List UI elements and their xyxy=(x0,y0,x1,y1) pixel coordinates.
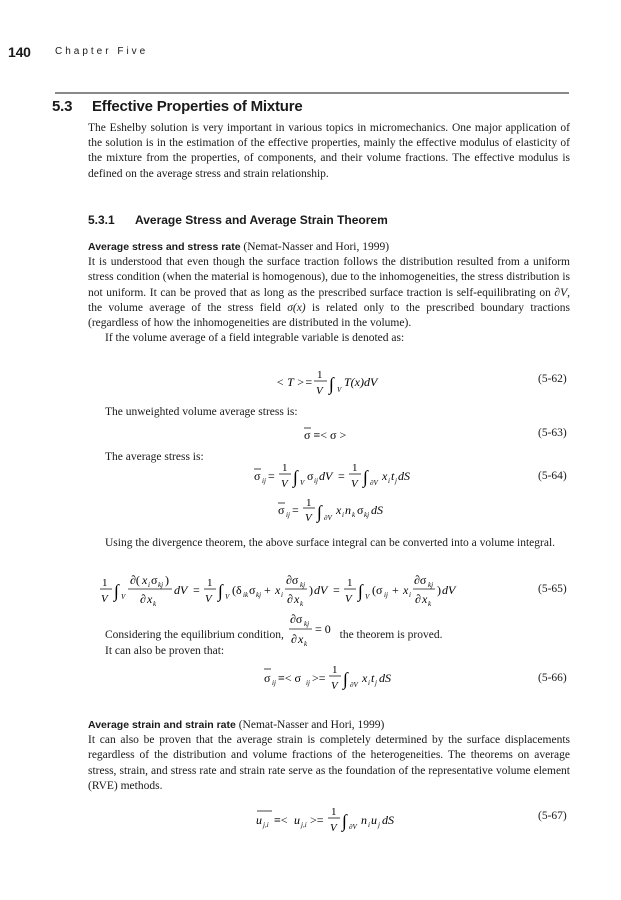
svg-text:u: u xyxy=(294,813,300,827)
equation-5-66 xyxy=(262,660,412,699)
svg-text:k: k xyxy=(352,511,356,519)
svg-text:+: + xyxy=(392,583,399,597)
svg-text:σ ≡< σ >: σ ≡< σ > xyxy=(304,428,347,442)
svg-text:dV: dV xyxy=(314,583,328,597)
svg-text:V: V xyxy=(300,479,305,487)
svg-text:σ: σ xyxy=(307,469,314,483)
equation-number-5-65: (5-65) xyxy=(538,583,567,595)
svg-text:dV: dV xyxy=(174,583,188,597)
average-stress-intro: The average stress is: xyxy=(105,451,204,463)
svg-text:): ) xyxy=(165,573,169,587)
svg-text:+: + xyxy=(264,583,271,597)
section-heading xyxy=(52,98,303,115)
svg-text:σ: σ xyxy=(278,503,285,517)
svg-text:j: j xyxy=(378,821,380,829)
svg-text:≡< σ: ≡< σ xyxy=(278,671,302,685)
svg-text:V: V xyxy=(330,822,337,834)
svg-text:∫: ∫ xyxy=(342,811,347,831)
svg-text:1: 1 xyxy=(332,664,338,676)
svg-text:kj: kj xyxy=(158,581,164,589)
svg-text:j: j xyxy=(375,679,377,687)
equation-number-5-64: (5-64) xyxy=(538,470,567,482)
svg-text:V: V xyxy=(365,593,370,601)
svg-text:∫: ∫ xyxy=(358,581,363,601)
svg-text:1: 1 xyxy=(207,577,213,589)
svg-text:k: k xyxy=(428,600,432,608)
svg-text:x: x xyxy=(336,503,342,517)
svg-text:j: j xyxy=(395,477,397,485)
svg-text:i: i xyxy=(368,679,370,687)
svg-text:(σ: (σ xyxy=(372,583,383,597)
svg-text:dV: dV xyxy=(319,469,333,483)
svg-text:dS: dS xyxy=(398,469,410,483)
divergence-text: Using the divergence theorem, the above surface integral can be converted into a volume integral. xyxy=(105,537,556,549)
svg-text:∂: ∂ xyxy=(287,592,293,606)
svg-text:ij: ij xyxy=(262,477,266,485)
svg-text:V: V xyxy=(337,386,342,394)
svg-text:∂(: ∂( xyxy=(130,573,140,587)
stress-field-symbol: σ(x) xyxy=(287,301,306,314)
svg-text:V: V xyxy=(331,680,338,692)
svg-text:∫: ∫ xyxy=(329,374,334,394)
svg-text:1: 1 xyxy=(317,369,323,381)
svg-text:1: 1 xyxy=(352,462,358,474)
stress-body-3: is related only to the prescribed boundary tractions (regardless of how the inhomogeneities are distributed in the volume). xyxy=(88,301,570,330)
equation-number-5-63: (5-63) xyxy=(538,427,567,439)
svg-text:∫: ∫ xyxy=(114,581,119,601)
equilibrium-text-1: Considering the equilibrium condition, xyxy=(105,629,284,641)
section-intro: The Eshelby solution is very important in various topics in micromechanics. One major application of the solution is in the estimation of the effective properties, mainly the effective modulus of elasticity of the mixture from the properties, of components, and their volume fractions. The effective modulus is defined on the average stress and strain relationship. xyxy=(88,122,570,180)
svg-text:j,i: j,i xyxy=(301,821,307,829)
strain-runin-heading: Average strain and strain rate xyxy=(88,719,236,731)
svg-text:V: V xyxy=(121,593,126,601)
svg-text:n: n xyxy=(345,503,351,517)
svg-text:x: x xyxy=(142,573,148,587)
volume-average-intro: If the volume average of a field integrable variable is denoted as: xyxy=(105,332,405,345)
svg-text:=: = xyxy=(333,583,340,597)
svg-text:∂σ: ∂σ xyxy=(414,573,427,587)
svg-text:t: t xyxy=(371,671,375,685)
svg-text:∂V: ∂V xyxy=(349,823,357,831)
svg-text:∂: ∂ xyxy=(290,632,297,646)
svg-text:∂: ∂ xyxy=(140,592,146,606)
svg-text:(δ: (δ xyxy=(232,583,242,597)
svg-text:∂: ∂ xyxy=(415,592,421,606)
svg-text:=: = xyxy=(338,469,345,483)
equation-5-67 xyxy=(254,802,414,841)
equation-number-5-62: (5-62) xyxy=(538,373,567,385)
svg-text:i: i xyxy=(409,591,411,599)
svg-text:i: i xyxy=(148,581,150,589)
svg-text:x: x xyxy=(382,469,388,483)
svg-text:kj: kj xyxy=(364,511,370,519)
svg-text:σ: σ xyxy=(254,469,261,483)
svg-text:k: k xyxy=(300,600,304,608)
svg-text:kj: kj xyxy=(428,581,434,589)
svg-text:V: V xyxy=(316,385,323,397)
svg-text:≡<: ≡< xyxy=(274,813,288,827)
svg-text:1: 1 xyxy=(282,462,288,474)
svg-text:< T >=: < T >= xyxy=(276,375,313,389)
equilibrium-fraction xyxy=(287,612,337,648)
stress-runin-heading: Average stress and stress rate xyxy=(88,241,241,253)
stress-citation: (Nemat-Nasser and Hori, 1999) xyxy=(243,241,390,253)
stress-paragraph xyxy=(88,240,570,346)
header-rule xyxy=(55,92,569,94)
svg-text:dS: dS xyxy=(371,503,383,517)
stress-body-1: It is understood that even though the surface traction follows the distribution resulted from a uniform stress condition (when the material is homogenous), due to the inhomogeneities, the stress distribution is not uniform. It can be proved that as long as the prescribed surface traction is self-equilibrating on xyxy=(88,256,570,299)
equation-5-64a xyxy=(252,458,422,497)
svg-text:V: V xyxy=(281,478,288,490)
svg-text:∫: ∫ xyxy=(293,467,298,487)
strain-body: It can also be proven that the average strain is completely determined by the surface displacements regardless of the distribution and volume fractions of the heterogeneities. The theorems on average stress, strain, and stress rate and strain rate serve as the foundation of the representative volume element (RVE) methods. xyxy=(88,734,570,792)
svg-text:ij: ij xyxy=(286,511,290,519)
svg-text:x: x xyxy=(297,632,304,646)
svg-text:∫: ∫ xyxy=(343,669,348,689)
equilibrium-line xyxy=(105,612,575,648)
equation-5-63 xyxy=(300,423,370,450)
svg-text:x: x xyxy=(403,583,409,597)
svg-text:k: k xyxy=(303,640,307,648)
svg-text:=: = xyxy=(268,469,275,483)
svg-text:ik: ik xyxy=(243,591,249,599)
svg-text:): ) xyxy=(437,583,441,597)
svg-text:V: V xyxy=(351,478,358,490)
svg-text:∂V: ∂V xyxy=(324,514,332,522)
equilibrium-text-2: the theorem is proved. xyxy=(339,629,443,641)
svg-text:1: 1 xyxy=(331,806,337,818)
svg-text:σ: σ xyxy=(249,583,256,597)
svg-text:V: V xyxy=(225,593,230,601)
svg-text:x: x xyxy=(294,592,300,606)
svg-text:V: V xyxy=(345,593,352,605)
svg-text:>=: >= xyxy=(310,813,324,827)
svg-text:kj: kj xyxy=(256,591,262,599)
subsection-title: Average Stress and Average Strain Theorem xyxy=(135,213,388,227)
svg-text:1: 1 xyxy=(306,497,312,509)
svg-text:∫: ∫ xyxy=(363,467,368,487)
svg-text:i: i xyxy=(388,477,390,485)
svg-text:kj: kj xyxy=(303,620,309,628)
svg-text:∫: ∫ xyxy=(218,581,223,601)
svg-text:σ: σ xyxy=(357,503,364,517)
svg-text:σ: σ xyxy=(264,671,271,685)
svg-text:V: V xyxy=(101,593,108,605)
svg-text:=: = xyxy=(193,583,200,597)
svg-text:): ) xyxy=(309,583,313,597)
svg-text:x: x xyxy=(362,671,368,685)
subsection-number: 5.3.1 xyxy=(88,213,115,227)
equation-5-65 xyxy=(100,566,520,615)
svg-text:=: = xyxy=(292,503,299,517)
svg-text:x: x xyxy=(275,583,281,597)
svg-text:u: u xyxy=(371,813,377,827)
svg-text:i: i xyxy=(368,821,370,829)
svg-text:dS: dS xyxy=(382,813,394,827)
running-header-chapter: Chapter Five xyxy=(55,46,149,57)
svg-text:∂σ: ∂σ xyxy=(286,573,299,587)
svg-text:1: 1 xyxy=(347,577,353,589)
svg-text:k: k xyxy=(153,600,157,608)
equation-5-64b xyxy=(276,494,406,533)
svg-text:dV: dV xyxy=(442,583,456,597)
strain-citation: (Nemat-Nasser and Hori, 1999) xyxy=(238,719,385,731)
boundary-symbol: ∂V xyxy=(554,286,568,299)
svg-text:x: x xyxy=(147,592,153,606)
svg-text:1: 1 xyxy=(102,577,108,589)
svg-text:V: V xyxy=(205,593,212,605)
strain-paragraph xyxy=(88,718,570,794)
unweighted-intro: The unweighted volume average stress is: xyxy=(105,406,298,418)
section-title: Effective Properties of Mixture xyxy=(92,98,303,115)
svg-text:= 0: = 0 xyxy=(314,622,331,636)
svg-text:n: n xyxy=(361,813,367,827)
also-proven-intro: It can also be proven that: xyxy=(105,645,225,657)
subsection-heading xyxy=(88,213,388,227)
svg-text:i: i xyxy=(281,591,283,599)
svg-text:V: V xyxy=(305,512,312,524)
svg-text:∫: ∫ xyxy=(317,502,322,522)
svg-text:∂σ: ∂σ xyxy=(289,612,303,626)
equation-number-5-67: (5-67) xyxy=(538,810,567,822)
svg-text:ij: ij xyxy=(272,679,276,687)
svg-text:i: i xyxy=(342,511,344,519)
svg-text:x: x xyxy=(422,592,428,606)
svg-text:ij: ij xyxy=(384,591,388,599)
svg-text:T(x)dV: T(x)dV xyxy=(344,375,378,389)
svg-text:ij: ij xyxy=(306,679,310,687)
svg-text:>=: >= xyxy=(312,671,326,685)
svg-text:∂V: ∂V xyxy=(370,479,378,487)
svg-text:t: t xyxy=(391,469,395,483)
svg-text:∂V: ∂V xyxy=(350,681,358,689)
svg-text:j,i: j,i xyxy=(263,821,269,829)
svg-text:u: u xyxy=(256,813,262,827)
equation-5-62 xyxy=(272,366,422,405)
svg-text:dS: dS xyxy=(379,671,391,685)
stress-body-2: , the volume average of the stress field xyxy=(88,286,570,314)
page-number: 140 xyxy=(8,44,31,60)
equation-number-5-66: (5-66) xyxy=(538,672,567,684)
divergence-paragraph xyxy=(88,536,570,551)
svg-text:kj: kj xyxy=(300,581,306,589)
svg-text:σ: σ xyxy=(151,573,158,587)
svg-text:ij: ij xyxy=(314,477,318,485)
section-number: 5.3 xyxy=(52,98,73,115)
